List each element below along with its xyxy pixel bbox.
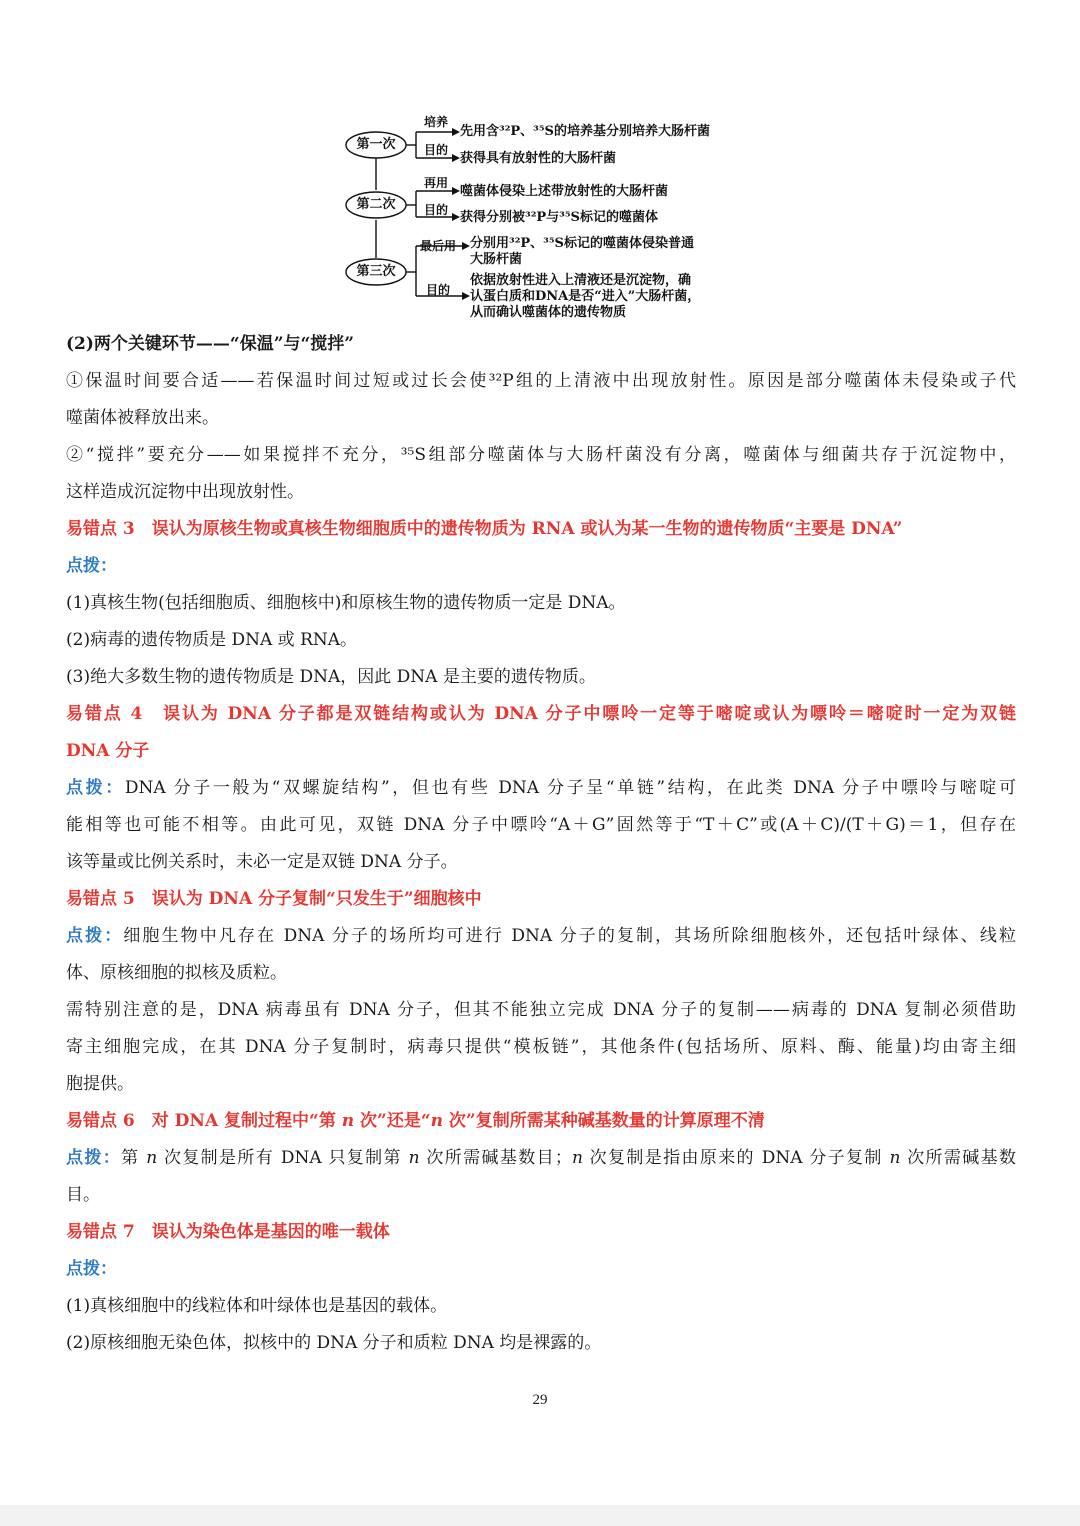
- point6-line1: [66, 1147, 1016, 1169]
- point5-line3: 需特别注意的是，DNA 病毒虽有 DNA 分子，但其不能独立完成 DNA 分子的复制——病毒的 DNA 复制必须借助: [66, 1000, 1016, 1020]
- point5-line4: 寄主细胞完成，在其 DNA 分子复制时，病毒只提供“模板链”，其他条件(包括场所、原料、酶、能量)均由寄主细: [66, 1037, 1016, 1057]
- point5-line2: 体、原核细胞的拟核及质粒。: [66, 963, 287, 983]
- section2-p2-line2: 这样造成沉淀物中出现放射性。: [66, 482, 304, 502]
- second-stage-oval: 第二次: [356, 197, 396, 212]
- first-label-culture: 培养: [424, 115, 449, 129]
- first-text-culture: 先用含³²P、³⁵S的培养基分别培养大肠杆菌: [460, 124, 710, 139]
- point6-line1-n3: n: [571, 1148, 583, 1168]
- point6-title-part-c: 次”复制所需某种碱基数量的计算原理不清: [443, 1111, 765, 1131]
- point6-line1-part-e: 次所需碱基数: [900, 1148, 1017, 1168]
- section2-p2-line1: ②“搅拌”要充分——如果搅拌不充分，³⁵S组部分噬菌体与大肠杆菌没有分离，噬菌体与细菌共存于沉淀物中，: [66, 445, 1016, 465]
- second-text-then: 噬菌体侵染上述带放射性的大肠杆菌: [460, 184, 669, 199]
- point6-line1-part-a: 第: [121, 1148, 147, 1168]
- page-number: 29: [532, 1392, 548, 1408]
- point5-tip-label: 点拨：: [66, 926, 124, 946]
- third-text-finally-2: 大肠杆菌: [470, 252, 523, 267]
- point6-line1-n2: n: [408, 1148, 420, 1168]
- point3-tip-label: 点拨：: [66, 556, 117, 576]
- point6-title-n1: n: [341, 1111, 355, 1131]
- error-point-6-title: [66, 1110, 1016, 1132]
- point7-tip-label: 点拨：: [66, 1259, 117, 1279]
- third-label-purpose: 目的: [426, 283, 451, 297]
- point4-line2: 能相等也可能不相等。由此可见，双链 DNA 分子中嘌呤“A＋G”固然等于“T＋C”或(A＋C)/(T＋G)＝1，但存在: [66, 815, 1016, 835]
- error-point-4-title-line1: 易错点 4 误认为 DNA 分子都是双链结构或认为 DNA 分子中嘌呤一定等于嘧啶或认为嘌呤＝嘧啶时一定为双链: [66, 704, 1016, 724]
- first-stage-oval: 第一次: [356, 137, 396, 152]
- third-stage-oval: 第三次: [356, 264, 396, 279]
- point4-line3: 该等量或比例关系时，未必一定是双链 DNA 分子。: [66, 852, 458, 872]
- point6-line1-part-b: 次复制是所有 DNA 只复制第: [157, 1148, 409, 1168]
- section2-p1-line1: ①保温时间要合适——若保温时间过短或过长会使³²P组的上清液中出现放射性。原因是部分噬菌体未侵染或子代: [66, 371, 1016, 391]
- point7-line1: (1)真核细胞中的线粒体和叶绿体也是基因的载体。: [66, 1296, 448, 1316]
- point4-line1-text: DNA 分子一般为“双螺旋结构”，但也有些 DNA 分子呈“单链”结构，在此类 DNA 分子中嘌呤与嘧啶可: [124, 778, 1016, 798]
- point3-line2: (2)病毒的遗传物质是 DNA 或 RNA。: [66, 630, 358, 650]
- error-point-4-title-line2: DNA 分子: [66, 741, 150, 761]
- point4-line1: [66, 777, 1016, 799]
- point6-title-part-b: 次”还是“: [354, 1111, 431, 1131]
- section2-p1-line2: 噬菌体被释放出来。: [66, 408, 219, 428]
- experiment-flow-diagram: [340, 115, 760, 328]
- error-point-5-title: 易错点 5 误认为 DNA 分子复制“只发生于”细胞核中: [66, 889, 482, 909]
- third-label-finally: 最后用: [420, 239, 457, 253]
- point6-title-n2: n: [430, 1111, 443, 1131]
- first-label-purpose: 目的: [424, 143, 449, 157]
- point6-line1-n4: n: [889, 1148, 901, 1168]
- point3-line3: (3)绝大多数生物的遗传物质是 DNA，因此 DNA 是主要的遗传物质。: [66, 667, 596, 687]
- point6-line2: 目。: [66, 1185, 100, 1205]
- point6-tip-label: 点拨：: [66, 1148, 122, 1168]
- second-text-purpose: 获得分别被³²P与³⁵S标记的噬菌体: [460, 210, 658, 225]
- section2-heading: (2)两个关键环节——“保温”与“搅拌”: [66, 334, 355, 354]
- point6-title-part-a: 易错点 6 对 DNA 复制过程中“第: [66, 1111, 342, 1131]
- point5-line1-text: 细胞生物中凡存在 DNA 分子的场所均可进行 DNA 分子的复制，其场所除细胞核外，还包括叶绿体、线粒: [123, 926, 1016, 946]
- third-text-purpose-1: 依据放射性进入上清液还是沉淀物，确: [470, 273, 692, 288]
- second-label-purpose: 目的: [424, 203, 449, 217]
- point7-line2: (2)原核细胞无染色体，拟核中的 DNA 分子和质粒 DNA 均是裸露的。: [66, 1333, 602, 1353]
- page-bottom-band: [0, 1505, 1080, 1526]
- first-text-purpose: 获得具有放射性的大肠杆菌: [460, 151, 617, 166]
- third-text-purpose-3: 从而确认噬菌体的遗传物质: [470, 305, 627, 320]
- point6-line1-part-c: 次所需碱基数目；: [419, 1148, 572, 1168]
- point6-line1-n1: n: [146, 1148, 158, 1168]
- point6-line1-part-d: 次复制是指由原来的 DNA 分子复制: [582, 1148, 890, 1168]
- error-point-3-title: 易错点 3 误认为原核生物或真核生物细胞质中的遗传物质为 RNA 或认为某一生物的遗传物质“主要是 DNA”: [66, 519, 903, 539]
- point3-line1: (1)真核生物(包括细胞质、细胞核中)和原核生物的遗传物质一定是 DNA。: [66, 593, 626, 613]
- third-text-purpose-2: 认蛋白质和DNA是否“进入”大肠杆菌，: [470, 289, 701, 304]
- point5-line5: 胞提供。: [66, 1074, 134, 1094]
- point5-line1: [66, 925, 1016, 947]
- third-text-finally-1: 分别用³²P、³⁵S标记的噬菌体侵染普通: [470, 236, 694, 251]
- second-label-then: 再用: [424, 176, 449, 190]
- point4-tip-label: 点拨：: [66, 778, 125, 798]
- error-point-7-title: 易错点 7 误认为染色体是基因的唯一载体: [66, 1222, 390, 1242]
